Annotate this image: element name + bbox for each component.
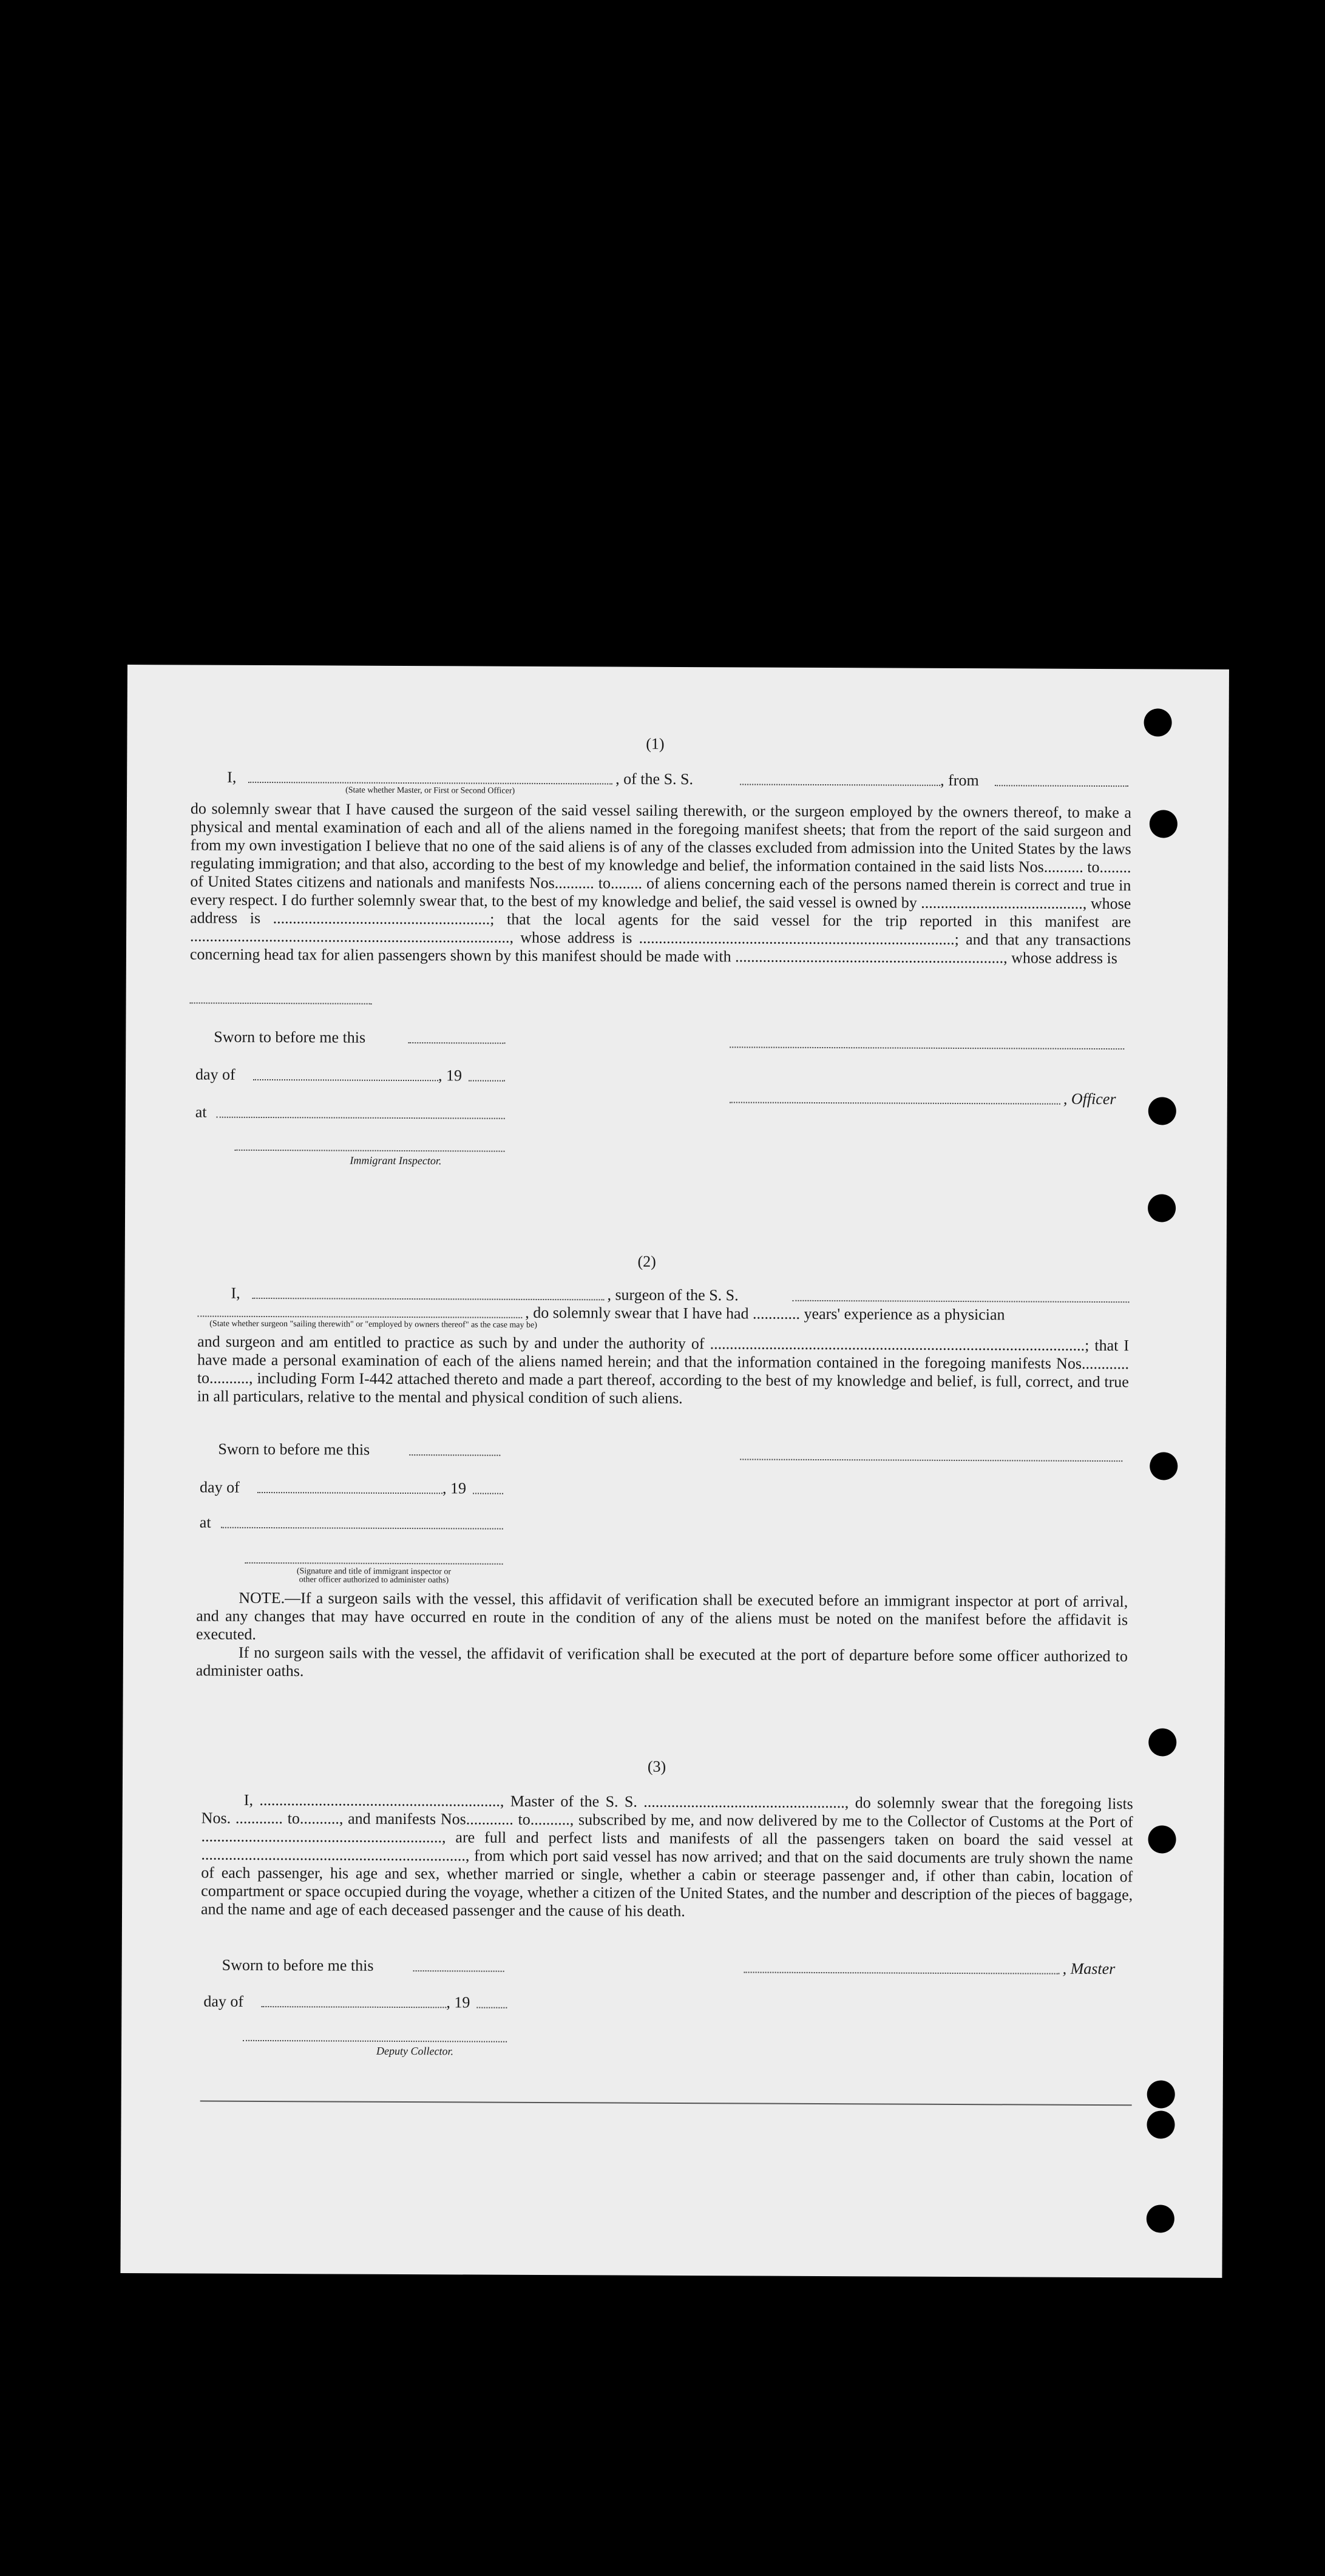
sworn-date-field-2[interactable]: [409, 1454, 500, 1456]
section-1-year: , 19: [438, 1066, 463, 1085]
day-field-2[interactable]: [257, 1492, 442, 1494]
section-1-day-of: day of: [195, 1065, 236, 1083]
section-3-year: , 19: [446, 1993, 470, 2012]
bottom-rule: [200, 2101, 1132, 2106]
surgeon-vessel-field[interactable]: [792, 1300, 1129, 1303]
section-2-at: at: [199, 1513, 211, 1531]
master-signature-line[interactable]: [744, 1971, 1060, 1974]
binder-hole: [1150, 810, 1178, 838]
section-1-from: , from: [940, 771, 979, 790]
binder-hole: [1147, 2205, 1174, 2232]
section-2-surgeon: , surgeon of the S. S.: [607, 1286, 739, 1304]
binder-hole: [1150, 1452, 1178, 1480]
officer-name-field[interactable]: [248, 782, 612, 785]
section-1-sworn: Sworn to before me this: [214, 1028, 366, 1046]
sig-caption-1: (Signature and title of immigrant inspector or: [296, 1567, 452, 1577]
binder-hole: [1147, 2080, 1175, 2108]
section-1-ss: , of the S. S.: [615, 770, 694, 788]
section-3-master: , Master: [1062, 1959, 1116, 1978]
section-1-number: (1): [646, 734, 665, 753]
at-field[interactable]: [217, 1117, 505, 1119]
section-2-number: (2): [637, 1252, 656, 1270]
section-1-rule: [190, 1002, 372, 1004]
binder-hole: [1148, 1825, 1176, 1853]
signature-line[interactable]: [730, 1046, 1124, 1049]
inspector-signature-line[interactable]: [245, 1562, 503, 1565]
section-1-body: do solemnly swear that I have caused the surgeon of the said vessel sailing therewith, or the surgeon employed by the owners thereof, to make a physical and mental examination of each and all of the aliens named in the foregoing manifest sheets; that from the report of the said surgeon and from my own investigation I believe that no one of the said aliens is of any of the classes excluded from admission into the United States by the laws regulating immigration; and that also, according to the best of my knowledge and belief, the information contained in the said lists Nos.......... to........ of United States citizens and nationals and manifests Nos.......... to........ of aliens concerning each of the persons named therein is correct and true in every respect. I do further solemnly swear that, to the best of my knowledge and belief, the said vessel is owned by ........................................., whose address is .......................................................; that the local agents for the said vessel for the trip reported in this manifest are ................................................................................., whose address is ................................................................................; and that any transactions concerning head tax for alien passengers shown by this manifest should be made with ...................................................................., whose address is: [189, 799, 1132, 968]
day-field-3[interactable]: [261, 2006, 446, 2008]
section-1-at: at: [195, 1103, 207, 1121]
vessel-name-field[interactable]: [740, 784, 940, 785]
section-2-line2: , do solemnly swear that I have had ............ years' experience as a physician: [525, 1303, 1005, 1324]
section-2-note-2: If no surgeon sails with the vessel, the affidavit of verification shall be executed at the port of departure before some officer authorized to administer oaths.: [195, 1643, 1128, 1680]
binder-hole: [1144, 708, 1171, 736]
section-1-caption: (State whether Master, or First or Second Officer): [345, 785, 515, 796]
section-2-year: , 19: [442, 1479, 467, 1497]
surgeon-status-field[interactable]: [197, 1316, 522, 1318]
section-2-note: NOTE.—If a surgeon sails with the vessel, this affidavit of verification shall be executed before an immigrant inspector at port of arrival, and any changes that may have occurred en route in the condition of any of the aliens must be noted on the manifest before the affidavit is executed.: [195, 1588, 1128, 1643]
binder-hole: [1148, 1194, 1176, 1222]
section-3-day-of: day of: [203, 1992, 244, 2010]
at-field-2[interactable]: [221, 1527, 503, 1530]
binder-hole: [1147, 2110, 1174, 2138]
binder-hole: [1148, 1728, 1176, 1756]
surgeon-signature-line[interactable]: [740, 1459, 1122, 1462]
section-3-deputy: Deputy Collector.: [376, 2044, 454, 2058]
surgeon-name-field[interactable]: [252, 1298, 604, 1301]
section-1-officer: , Officer: [1063, 1090, 1116, 1108]
year-field-2[interactable]: [473, 1493, 503, 1494]
from-port-field[interactable]: [995, 785, 1128, 787]
sig-caption-2: other officer authorized to administer oaths): [299, 1575, 449, 1585]
manifest-page: [120, 665, 1229, 2278]
section-3-body: I, ............................................................., Master of the S. S. ..................................................., do solemnly swear that the foregoing lists Nos. ............ to.........., and manifests Nos............ to.........., subscribed by me, and now delivered by me to the Collector of Customs at the Port of ............................................................., are full and perfect lists and manifests of all the passengers taken on board the said vessel at ..................................................................., from which port said vessel has now arrived; and that on the said documents are truly shown the name of each passenger, his age and sex, whether married or single, whether a cabin or steerage passenger and, if other than cabin, location of compartment or space occupied during the voyage, whether a citizen of the United States, and the number and description of the pieces of baggage, and the name and age of each deceased passenger and the cause of his death.: [200, 1791, 1133, 1920]
year-field[interactable]: [469, 1080, 505, 1081]
section-2-body: and surgeon and am entitled to practice as such by and under the authority of ...............................................................................................; that I have made a personal examination of each of the aliens named herein; and that the information contained in the foregoing manifests Nos............ to.........., including Form I-442 attached thereto and made a part thereof, according to the best of my knowledge and belief, is full, correct, and true in all particulars, relative to the mental and physical condition of such aliens.: [197, 1332, 1130, 1408]
sworn-date-field-3[interactable]: [413, 1970, 504, 1972]
section-2-sworn: Sworn to before me this: [218, 1440, 370, 1459]
binder-hole: [1148, 1097, 1176, 1125]
inspector-line[interactable]: [235, 1150, 505, 1152]
year-field-3[interactable]: [476, 2007, 507, 2008]
section-1-i: I,: [227, 768, 237, 786]
section-1-inspector: Immigrant Inspector.: [350, 1154, 442, 1167]
officer-signature-line[interactable]: [730, 1102, 1060, 1104]
sworn-date-field[interactable]: [408, 1042, 505, 1044]
section-2-i: I,: [231, 1284, 240, 1302]
deputy-signature-line[interactable]: [243, 2040, 507, 2042]
section-3-sworn: Sworn to before me this: [222, 1956, 374, 1974]
section-2-day-of: day of: [200, 1478, 240, 1496]
day-field[interactable]: [253, 1079, 438, 1081]
section-3-number: (3): [647, 1757, 666, 1775]
section-2-caption: (State whether surgeon "sailing therewith" or "employed by owners thereof" as the case may be): [209, 1319, 537, 1330]
